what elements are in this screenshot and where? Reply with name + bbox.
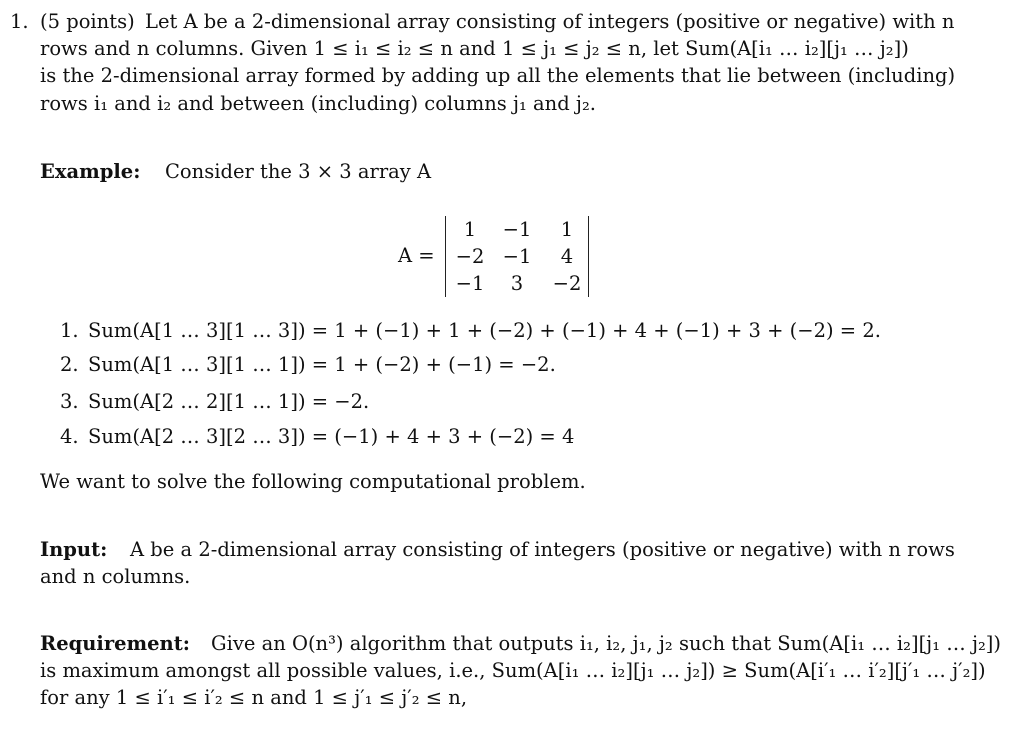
transition-text: We want to solve the following computational problem. <box>40 470 586 493</box>
list-item-number: 3. <box>60 390 79 413</box>
input-line-1: A be a 2-dimensional array consisting of integers (positive or negative) with n rows <box>130 538 955 561</box>
matrix-cell: −2 <box>455 245 485 268</box>
list-item-number: 4. <box>60 425 79 448</box>
matrix-right-bar <box>588 216 589 297</box>
list-item: Sum(A[1 … 3][1 … 3]) = 1 + (−1) + 1 + (−2) + (−1) + 4 + (−1) + 3 + (−2) = 2. <box>88 319 881 342</box>
problem-points: (5 points) <box>40 10 135 33</box>
input-line-2: and n columns. <box>40 565 191 588</box>
matrix-cell: 1 <box>463 218 477 241</box>
matrix-cell: −1 <box>502 245 532 268</box>
example-heading: Example: <box>40 160 141 183</box>
problem-number: 1. <box>10 10 29 33</box>
list-item-number: 2. <box>60 353 79 376</box>
requirement-line-3: for any 1 ≤ i′₁ ≤ i′₂ ≤ n and 1 ≤ j′₁ ≤ j′₂ ≤ n, <box>40 686 468 709</box>
requirement-line-2: is maximum amongst all possible values, i.e., Sum(A[i₁ … i₂][j₁ … j₂]) ≥ Sum(A[i′₁ … i′₂][j′₁ … j′₂]) <box>40 659 986 682</box>
matrix-cell: 1 <box>560 218 574 241</box>
problem-intro-line-3: is the 2-dimensional array formed by adding up all the elements that lie between (including) <box>40 64 956 87</box>
problem-intro-line-2: rows and n columns. Given 1 ≤ i₁ ≤ i₂ ≤ n and 1 ≤ j₁ ≤ j₂ ≤ n, let Sum(A[i₁ … i₂][j₁ … j₂]) <box>40 37 909 60</box>
list-item: Sum(A[2 … 2][1 … 1]) = −2. <box>88 390 370 413</box>
matrix-left-bar <box>445 216 446 297</box>
list-item: Sum(A[1 … 3][1 … 1]) = 1 + (−2) + (−1) = −2. <box>88 353 556 376</box>
problem-intro-line-4: rows i₁ and i₂ and between (including) columns j₁ and j₂. <box>40 92 596 115</box>
problem-intro-line-1: Let A be a 2-dimensional array consisting of integers (positive or negative) with n <box>145 10 955 33</box>
matrix-cell: −1 <box>455 272 485 295</box>
requirement-line-1: Give an O(n³) algorithm that outputs i₁, i₂, j₁, j₂ such that Sum(A[i₁ … i₂][j₁ … j₂]) <box>211 632 1002 655</box>
matrix-cell: 3 <box>510 272 524 295</box>
requirement-heading: Requirement: <box>40 632 190 655</box>
matrix-label: A = <box>398 244 435 267</box>
list-item-number: 1. <box>60 319 79 342</box>
matrix-cell: −1 <box>502 218 532 241</box>
list-item: Sum(A[2 … 3][2 … 3]) = (−1) + 4 + 3 + (−2) = 4 <box>88 425 575 448</box>
input-heading: Input: <box>40 538 108 561</box>
matrix-cell: −2 <box>552 272 582 295</box>
matrix-cell: 4 <box>560 245 574 268</box>
example-text: Consider the 3 × 3 array A <box>165 160 432 183</box>
